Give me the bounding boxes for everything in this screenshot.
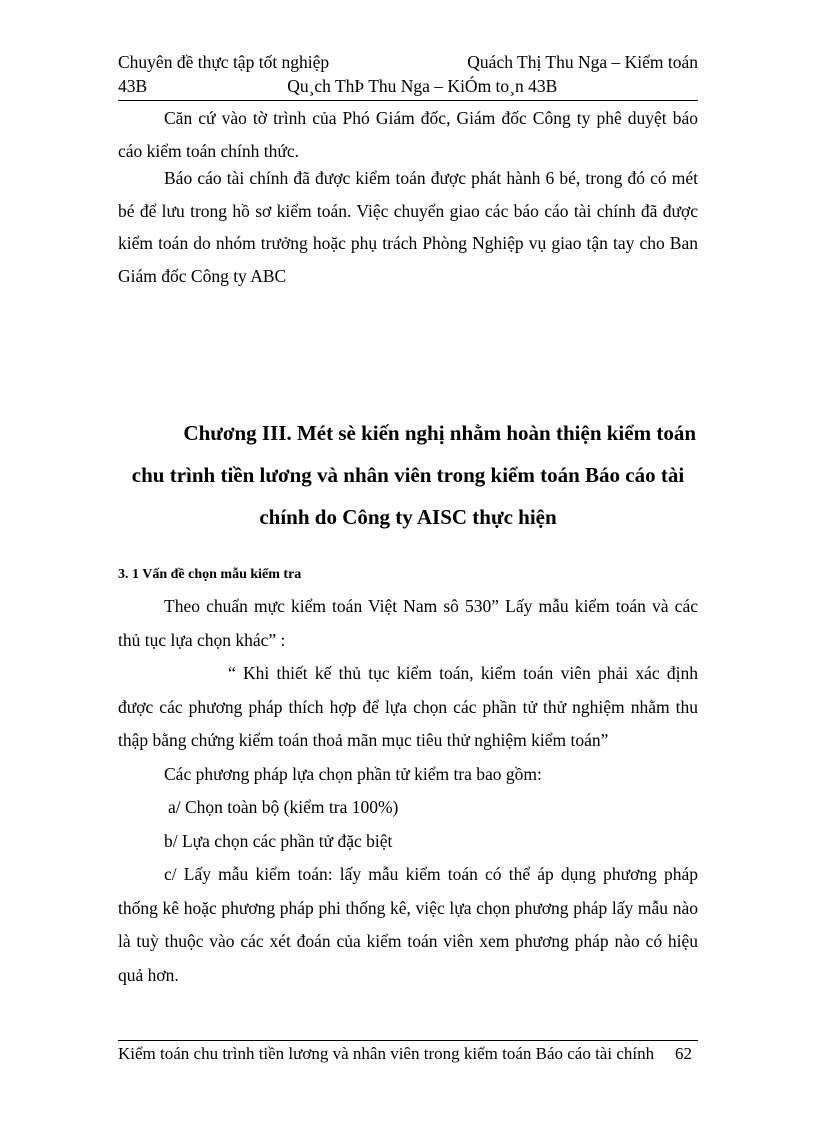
header-divider <box>118 100 698 101</box>
chapter-heading <box>118 412 698 538</box>
chapter-heading-line-2: chu trình tiền lương và nhân viên trong kiểm toán Báo cáo tài <box>131 463 685 487</box>
footer-title: Kiểm toán chu trình tiền lương và nhân viên trong kiểm toán Báo cáo tài chính <box>118 1044 655 1063</box>
chapter-heading-line-3: chính do Công ty AISC thực hiện <box>259 505 557 529</box>
header-author-garbled: Qu¸ch ThÞ Thu Nga – KiÓm to¸n 43B <box>287 76 558 96</box>
list-item-b: b/ Lựa chọn các phần tử đặc biệt <box>164 830 393 851</box>
page-footer <box>118 1044 698 1064</box>
section-body <box>118 590 698 992</box>
chapter-heading-line-1: Chương III. Mét sè kiến nghị nhằm hoàn thiện kiểm toán <box>183 421 696 445</box>
header-document-title: Chuyên đề thực tập tốt nghiệp <box>118 52 330 72</box>
paragraph-intro: Theo chuẩn mực kiểm toán Việt Nam sô 530” Lấy mẫu kiểm toán và các thủ tục lựa chọn khác” : <box>118 596 698 650</box>
paragraph-methods-intro: Các phương pháp lựa chọn phần tử kiểm tra bao gồm: <box>164 763 542 784</box>
page-header <box>118 50 698 98</box>
paragraph-text: Căn cứ vào tờ trình của Phó Giám đốc, Giám đốc Công ty phê duyệt báo cáo kiểm toán chính thức. <box>118 108 698 161</box>
footer-divider <box>118 1040 698 1041</box>
paragraph-quote: “ Khi thiết kế thủ tục kiểm toán, kiểm toán viên phải xác định được các phương pháp thích hợp để lựa chọn các phần tử thử nghiệm nhằm thu thập bằng chứng kiểm toán thoả mãn mục tiêu thử nghiệm kiểm toán” <box>118 663 698 750</box>
section-title: 3. 1 Vấn đề chọn mẫu kiểm tra <box>118 567 302 582</box>
page-number: 62 <box>675 1044 692 1063</box>
list-item-c: c/ Lấy mẫu kiểm toán: lấy mẫu kiểm toán có thể áp dụng phương pháp thống kê hoặc phương pháp phi thống kê, việc lựa chọn phương pháp lấy mẫu nào là tuỳ thuộc vào các xét đoán của kiểm toán viên xem phương pháp nào có hiệu quả hơn. <box>118 864 698 985</box>
header-author: Quách Thị Thu Nga – Kiểm toán <box>467 52 698 72</box>
paragraph-approval <box>118 102 698 167</box>
header-class-code: 43B <box>118 76 148 96</box>
list-item-a: a/ Chọn toàn bộ (kiểm tra 100%) <box>168 797 399 817</box>
paragraph-distribution <box>118 162 698 292</box>
paragraph-text: Báo cáo tài chính đã được kiểm toán được phát hành 6 bé, trong đó có mét bé để lưu trong hồ sơ kiểm toán. Việc chuyển giao các báo cáo tài chính đã được kiểm toán do nhóm trưởng hoặc phụ trách Phòng Nghiệp vụ giao tận tay cho Ban Giám đốc Công ty ABC <box>118 168 698 286</box>
